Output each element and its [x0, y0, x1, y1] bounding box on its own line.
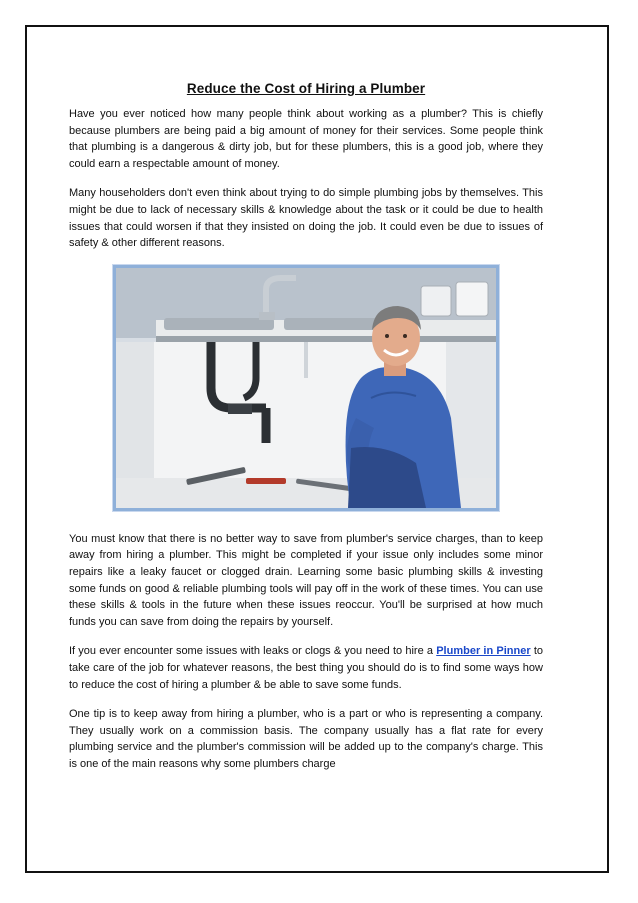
- paragraph-5: One tip is to keep away from hiring a plumber, who is a part or who is representing a company. They usually work on a commission basis. The company usually has a flat rate for every plumbing service and the plumber's commission will be added up to the company's charge. This is one of the main reasons why some plumbers charge: [69, 708, 543, 770]
- document-title: Reduce the Cost of Hiring a Plumber: [186, 81, 426, 96]
- document-body: [69, 53, 543, 785]
- paragraph-4: [69, 643, 543, 693]
- plumber-photo: [113, 265, 499, 511]
- paragraph-3: You must know that there is no better way to save from plumber's service charges, than to keep away from hiring a plumber. This might be completed if your issue only includes some minor repairs like a leaky faucet or clogged drain. Learning some basic plumbing skills & investing some funds on good & reliable plumbing tools will pay off in the work of these times. You can use these skills & tools in the future when these issues reoccur. You'll be surprised at how much funds you can save from doing the repairs by yourself.: [69, 532, 543, 628]
- paragraph-4-text-after: to take care of the job for whatever reasons, the best thing you should do is to find some ways how to reduce the cost of hiring a plumber & be able to save some funds.: [69, 645, 543, 691]
- plumber-illustration: [116, 268, 496, 508]
- paragraph-1: Have you ever noticed how many people think about working as a plumber? This is chiefly because plumbers are being paid a big amount of money for their services. Some people think that plumbing is a dangerous & dirty job, but for these plumbers, this is a good job, where they could earn a respectable amount of money.: [69, 108, 543, 170]
- paragraph-2: Many householders don't even think about trying to do simple plumbing jobs by themselves. This might be due to lack of necessary skills & knowledge about the task or it could be due to health issues that could worsen if that they insisted on doing the job. It could even be due to issues of safety & other different reasons.: [69, 187, 543, 250]
- paragraph-4-text-before: If you ever encounter some issues with leaks or clogs & you need to hire a: [69, 645, 437, 658]
- plumber-in-pinner-link[interactable]: Plumber in Pinner: [436, 645, 531, 658]
